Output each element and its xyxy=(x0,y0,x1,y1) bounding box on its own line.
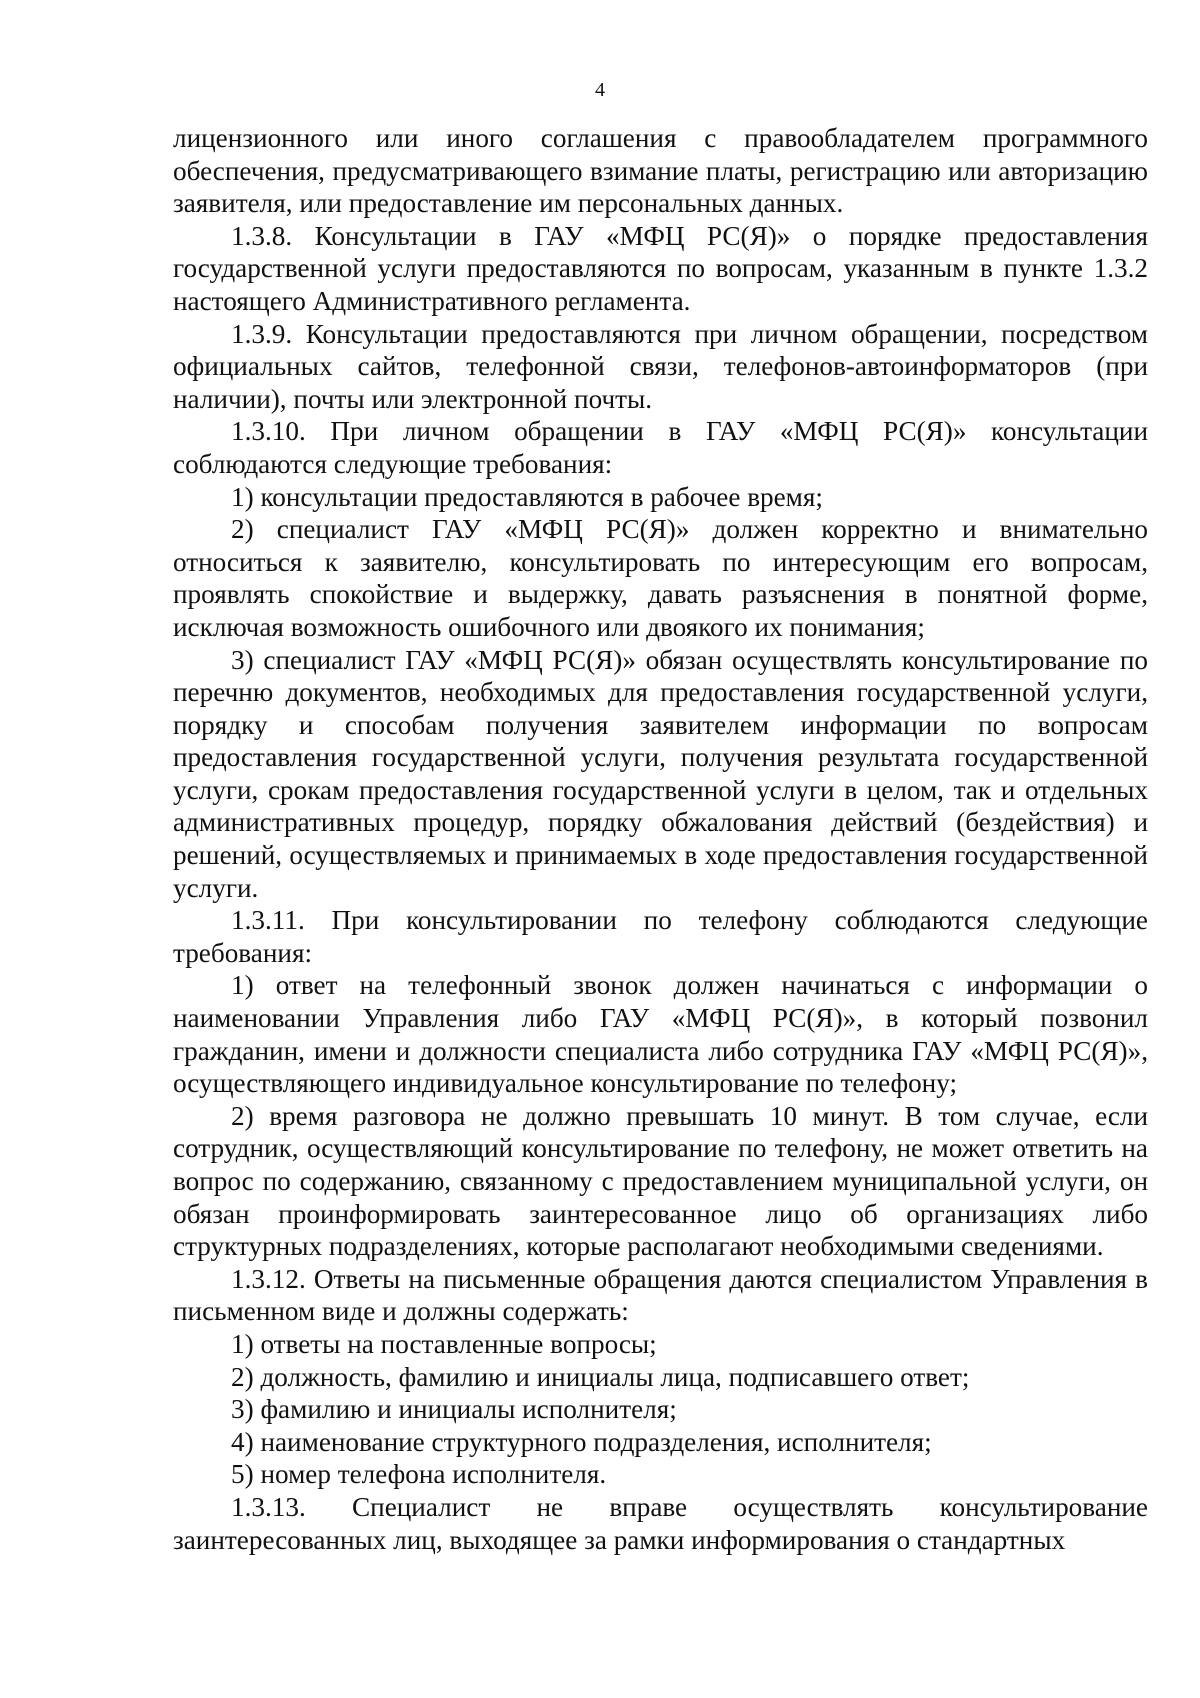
page-number: 4 xyxy=(595,79,605,101)
list-item-1-3-11-2: 2) время разговора не должно превышать 10 минут. В том случае, если сотрудник, осуществляющий консультирование по телефону, не может ответить на вопрос по содержанию, связанному с предоставлением муниципальной услуги, он обязан проинформировать заинтересованное лицо об организациях либо структурных подразделениях, которые располагают необходимыми сведениями. xyxy=(173,1100,1148,1262)
list-item-1-3-12-3: 3) фамилию и инициалы исполнителя; xyxy=(231,1394,677,1425)
paragraph-1-3-13: 1.3.13. Специалист не вправе осуществлять консультирование заинтересованных лиц, выходящее за рамки информирования о стандартных xyxy=(173,1491,1148,1555)
list-item-1-3-12-5: 5) номер телефона исполнителя. xyxy=(231,1459,607,1490)
list-item-1-3-11-1: 1) ответ на телефонный звонок должен начинаться с информации о наименовании Управления либо ГАУ «МФЦ РС(Я)», в который позвонил гражданин, имени и должности специалиста либо сотрудника ГАУ «МФЦ РС(Я)», осуществляющего индивидуальное консультирование по телефону; xyxy=(173,970,1148,1099)
paragraph-1-3-12: 1.3.12. Ответы на письменные обращения даются специалистом Управления в письменном виде и должны содержать: xyxy=(173,1263,1148,1327)
list-item-1-3-10-1: 1) консультации предоставляются в рабочее время; xyxy=(231,481,823,512)
list-item-1-3-12-2: 2) должность, фамилию и инициалы лица, подписавшего ответ; xyxy=(231,1361,970,1392)
paragraph-1-3-10: 1.3.10. При личном обращении в ГАУ «МФЦ РС(Я)» консультации соблюдаются следующие требования: xyxy=(173,416,1148,479)
paragraph-1-3-11: 1.3.11. При консультировании по телефону соблюдаются следующие требования: xyxy=(173,905,1148,968)
list-item-1-3-10-2: 2) специалист ГАУ «МФЦ РС(Я)» должен корректно и внимательно относиться к заявителю, консультировать по интересующим его вопросам, проявлять спокойствие и выдержку, давать разъяснения в понятной форме, исключая возможность ошибочного или двоякого их понимания; xyxy=(173,514,1148,642)
list-item-1-3-12-4: 4) наименование структурного подразделения, исполнителя; xyxy=(231,1426,932,1457)
document-body xyxy=(173,122,1148,1556)
paragraph-1-3-9: 1.3.9. Консультации предоставляются при личном обращении, посредством официальных сайтов, телефонной связи, телефонов-автоинформаторов (при наличии), почты или электронной почты. xyxy=(173,318,1148,414)
list-item-1-3-12-1: 1) ответы на поставленные вопросы; xyxy=(231,1328,657,1359)
paragraph-continuation: лицензионного или иного соглашения с правообладателем программного обеспечения, предусматривающего взимание платы, регистрацию или авторизацию заявителя, или предоставление им персональных данных. xyxy=(173,123,1148,219)
paragraph-1-3-8: 1.3.8. Консультации в ГАУ «МФЦ РС(Я)» о порядке предоставления государственной услуги предоставляются по вопросам, указанным в пункте 1.3.2 настоящего Административного регламента. xyxy=(173,220,1148,316)
list-item-1-3-10-3: 3) специалист ГАУ «МФЦ РС(Я)» обязан осуществлять консультирование по перечню документов, необходимых для предоставления государственной услуги, порядку и способам получения заявителем информации по вопросам предоставления государственной услуги, получения результата государственной услуги, срокам предоставления государственной услуги в целом, так и отдельных административных процедур, порядку обжалования действий (бездействия) и решений, осуществляемых и принимаемых в ходе предоставления государственной услуги. xyxy=(173,644,1148,903)
